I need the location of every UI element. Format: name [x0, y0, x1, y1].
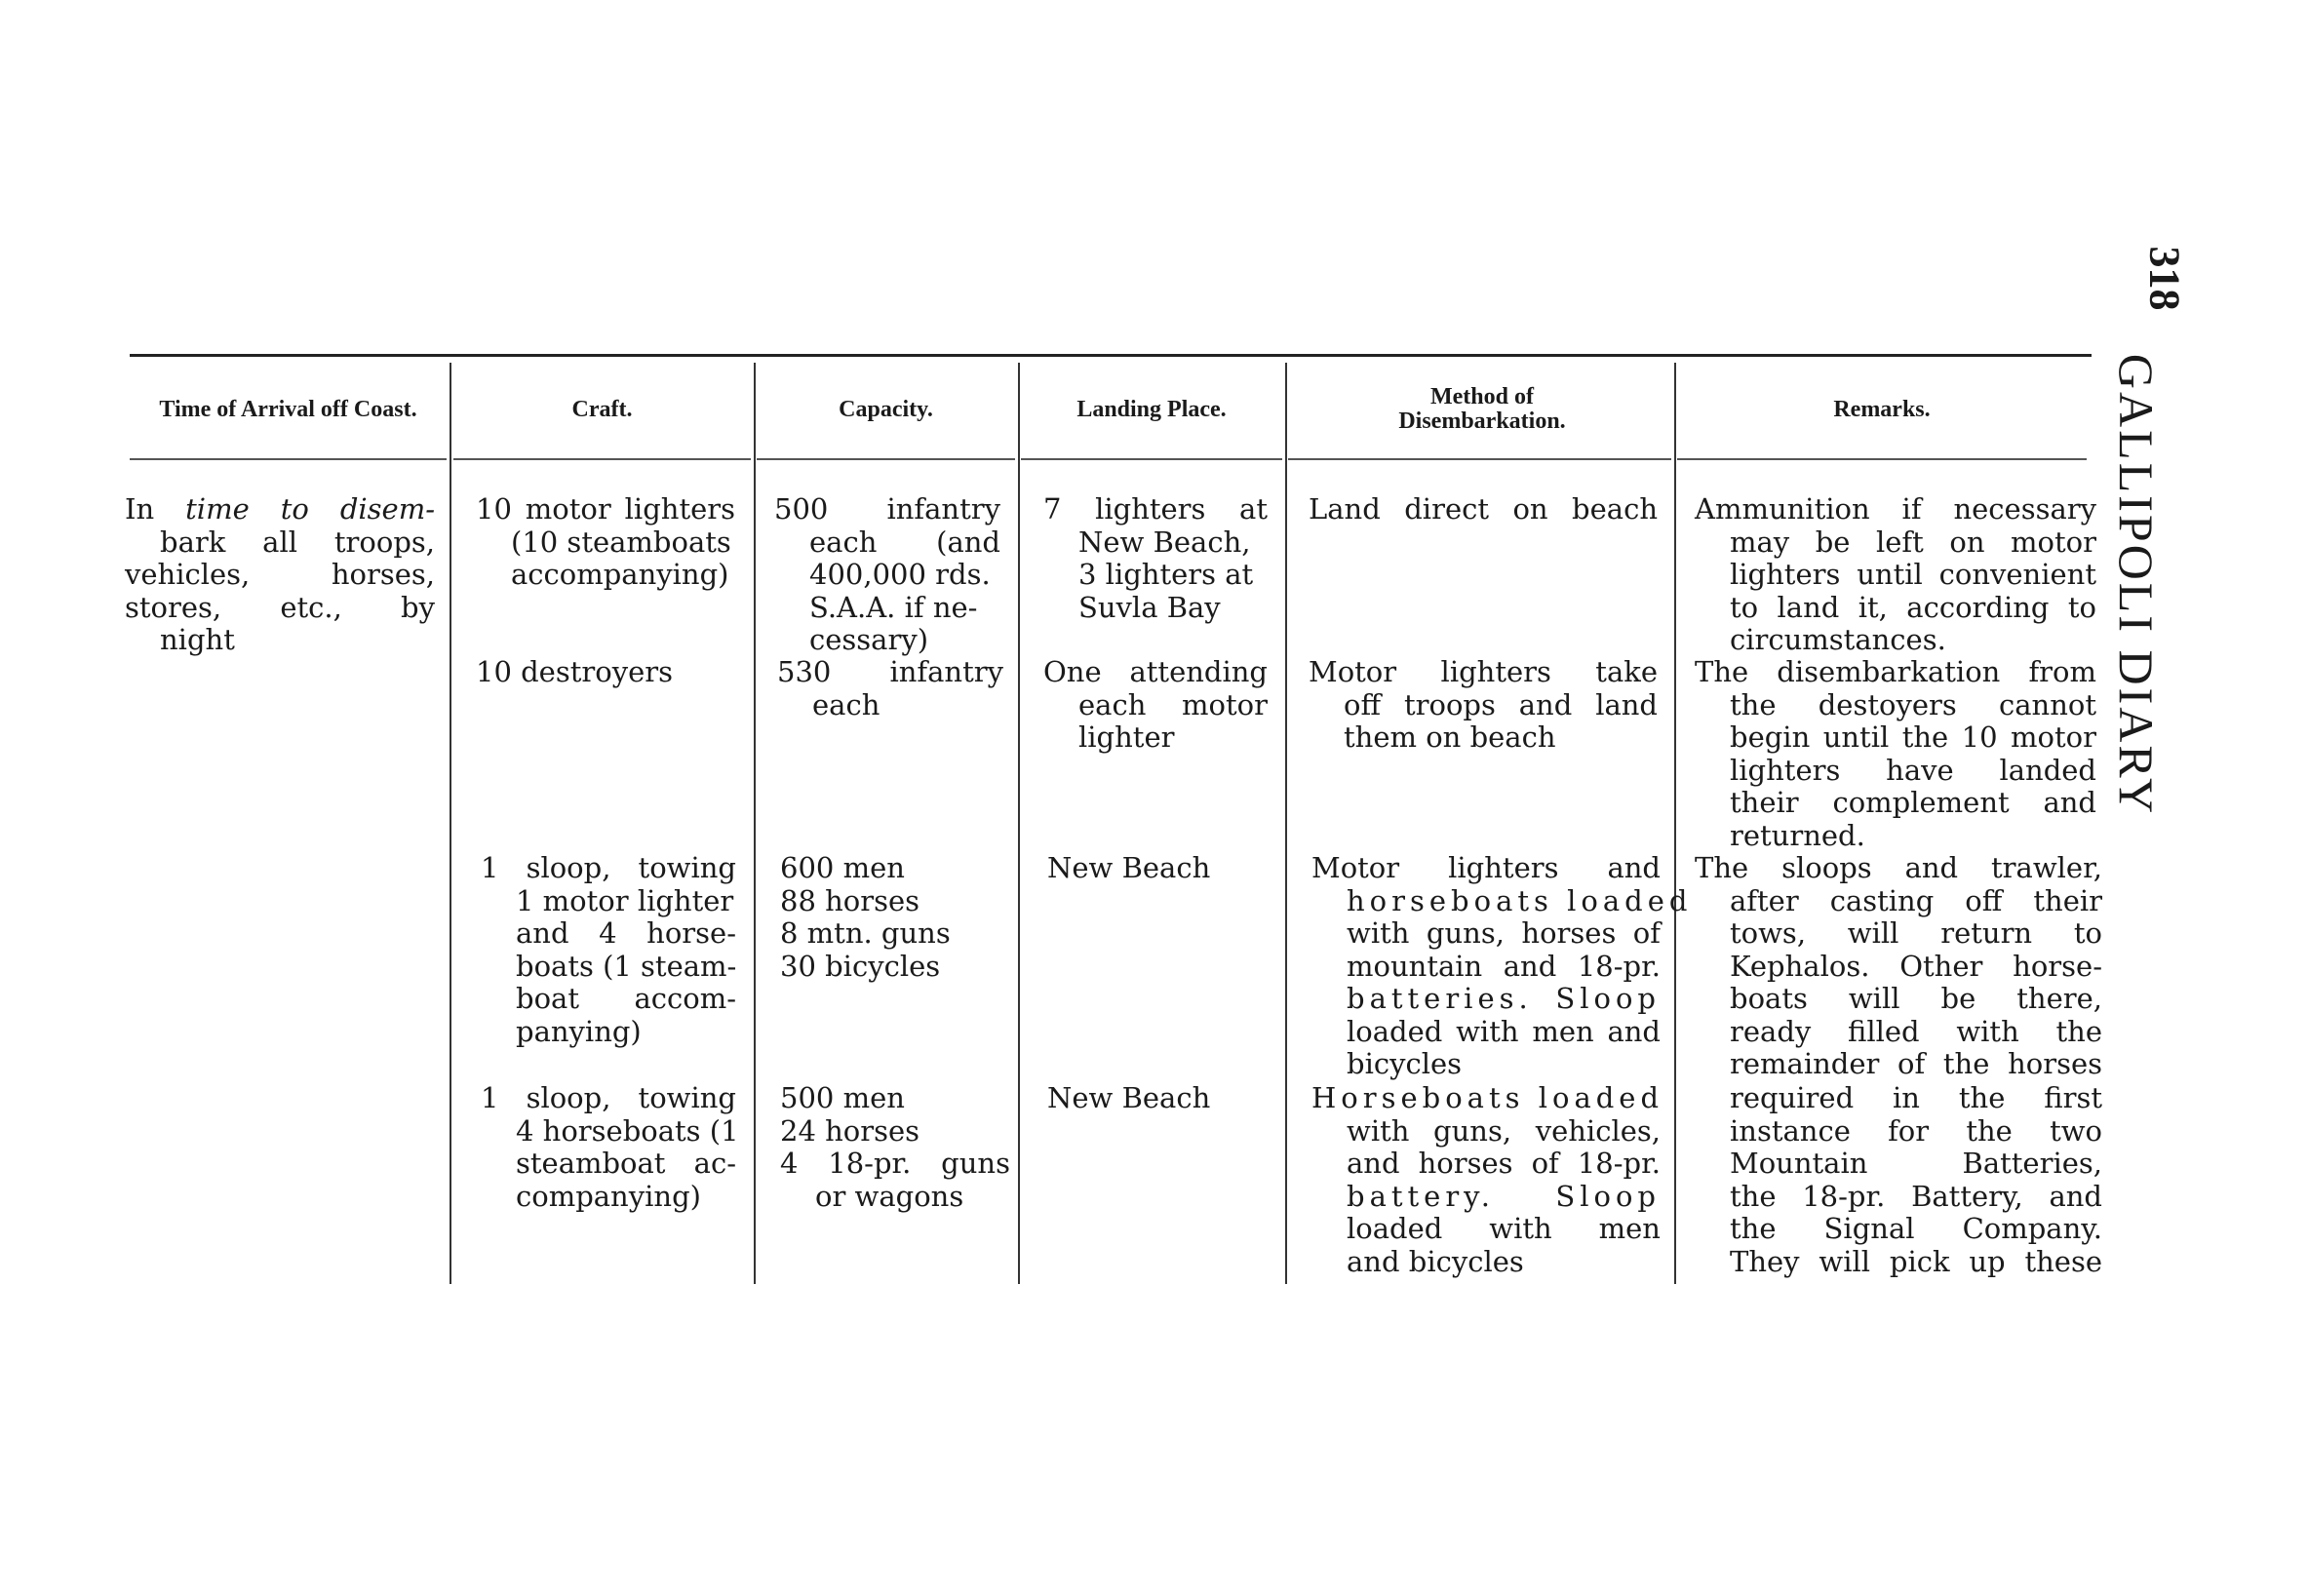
method-cell [1309, 656, 1658, 755]
capacity-line: cessary) [809, 623, 929, 656]
craft-cell [481, 1081, 739, 1213]
remarks-line: Kephalos. Other horse- [1730, 949, 2102, 983]
column-divider [450, 363, 451, 1284]
capacity-line: 30 bicycles [780, 949, 941, 983]
header-rule [1677, 458, 2087, 460]
time-of-arrival-cell [125, 493, 435, 657]
remarks-line: the 18-pr. Battery, and [1730, 1179, 2102, 1213]
capacity-cell [777, 656, 1003, 721]
craft-cell [476, 493, 735, 592]
capacity-line: 500 infantry [774, 492, 1000, 526]
remarks-cell [1695, 656, 2096, 852]
method-line: Motor lighters and [1311, 851, 1661, 884]
header-remarks: Remarks. [1833, 396, 1931, 422]
landing-line: Suvla Bay [1078, 590, 1221, 624]
header-rule [1021, 458, 1282, 460]
remarks-line: the Signal Company. [1730, 1212, 2102, 1245]
method-line: Land direct on beach [1309, 492, 1658, 526]
capacity-line: 600 men [780, 851, 905, 884]
remarks-cell [1695, 852, 2102, 1081]
method-line: off troops and land [1344, 687, 1658, 721]
landing-line: New Beach [1047, 851, 1211, 884]
capacity-line: 4 18-pr. guns [780, 1147, 1010, 1180]
remarks-line: remainder of the horses [1730, 1047, 2102, 1080]
craft-line: boats (1 steam- [516, 949, 737, 983]
method-line: with guns, horses of [1347, 916, 1661, 950]
landing-line: lighter [1078, 720, 1175, 754]
landing-line: 7 lighters at [1043, 492, 1268, 526]
landing-place-cell [1047, 1082, 1271, 1115]
method-line: with guns, vehicles, [1347, 1113, 1661, 1148]
header-method: Method of Disembarkation. [1398, 384, 1566, 434]
craft-line: panying) [516, 1014, 642, 1048]
landing-line: New Beach [1047, 1081, 1211, 1114]
craft-line: 10 motor lighters [476, 492, 735, 526]
craft-line: 1 sloop, towing [481, 851, 736, 884]
header-capacity: Capacity. [839, 396, 933, 422]
remarks-line: Ammunition if necessary [1695, 492, 2096, 526]
craft-line: and 4 horse- [516, 916, 736, 950]
method-line: and horses of 18-pr. [1347, 1147, 1661, 1180]
craft-line: (10 steamboats [511, 525, 731, 559]
landing-line: New Beach, [1078, 525, 1251, 559]
capacity-line: 88 horses [780, 883, 920, 917]
method-line: bicycles [1347, 1047, 1463, 1080]
capacity-line: 400,000 rds. [809, 558, 991, 591]
landing-place-cell [1047, 852, 1271, 885]
book-title: GALLIPOLI DIARY [2109, 353, 2164, 817]
method-line: horseboats loaded [1347, 883, 1693, 917]
method-line: battery. Sloop [1347, 1179, 1661, 1213]
remarks-line: The sloops and trawler, [1695, 851, 2102, 884]
time-line: bark all troops, [160, 525, 435, 559]
capacity-line: 24 horses [780, 1113, 920, 1148]
column-divider [1674, 363, 1676, 1284]
remarks-line: begin until the 10 motor [1730, 720, 2096, 754]
capacity-line: each (and [809, 525, 1000, 559]
remarks-line: required in the first [1730, 1081, 2102, 1114]
remarks-line: instance for the two [1730, 1113, 2102, 1148]
craft-line: accompanying) [511, 558, 729, 591]
method-line: loaded with men and [1347, 1014, 1661, 1048]
capacity-line: 530 infantry [777, 655, 1003, 688]
header-rule [757, 458, 1015, 460]
header-time-of-arrival: Time of Arrival off Coast. [159, 396, 417, 422]
capacity-line: S.A.A. if ne- [809, 590, 978, 624]
remarks-line: lighters until convenient [1730, 558, 2096, 591]
column-divider [1285, 363, 1287, 1284]
capacity-line: each [812, 687, 880, 721]
method-line: them on beach [1344, 720, 1556, 754]
remarks-line: returned. [1730, 818, 1865, 852]
method-cell [1311, 851, 1693, 1081]
method-cell [1311, 1081, 1664, 1278]
header-rule [130, 458, 447, 460]
craft-line: 1 motor lighter [516, 883, 734, 917]
header-craft: Craft. [571, 396, 633, 422]
remarks-line: their complement and [1730, 786, 2096, 819]
craft-line: boat accom- [516, 982, 736, 1015]
header-rule [453, 458, 751, 460]
method-cell [1309, 493, 1658, 526]
remarks-line: after casting off their [1730, 883, 2102, 917]
remarks-line: the destoyers cannot [1730, 687, 2096, 721]
method-line: Horseboats loaded [1311, 1081, 1664, 1114]
remarks-cell [1695, 1082, 2102, 1278]
landing-line: each motor [1078, 687, 1268, 721]
method-line: batteries. Sloop [1347, 982, 1661, 1015]
remarks-line: may be left on motor [1730, 525, 2096, 559]
time-phrase: time to disem- [185, 492, 436, 526]
time-line: night [160, 623, 235, 656]
column-divider [754, 363, 756, 1284]
landing-line: 3 lighters at [1078, 558, 1254, 591]
running-head [2109, 234, 2204, 1111]
craft-cell [481, 852, 736, 1048]
landing-line: One attending [1043, 655, 1268, 688]
remarks-line: to land it, according to [1730, 590, 2096, 624]
page-number: 318 [2140, 246, 2189, 311]
table-top-rule [130, 354, 2092, 357]
capacity-line: or wagons [815, 1179, 964, 1213]
method-line: mountain and 18-pr. [1347, 949, 1661, 983]
craft-line: steamboat ac- [516, 1147, 736, 1180]
remarks-line: boats will be there, [1730, 982, 2102, 1015]
craft-cell [476, 656, 735, 689]
remarks-line: They will pick up these [1730, 1244, 2102, 1278]
time-line: vehicles, horses, [125, 558, 435, 591]
capacity-cell [780, 852, 1006, 983]
remarks-line: tows, will return to [1730, 916, 2102, 950]
remarks-line: Mountain Batteries, [1730, 1147, 2102, 1180]
craft-line: 10 destroyers [476, 655, 673, 688]
remarks-line: circumstances. [1730, 623, 1946, 656]
method-line: Motor lighters take [1309, 655, 1658, 688]
capacity-cell [780, 1082, 1010, 1213]
craft-line: 1 sloop, towing [481, 1081, 736, 1114]
time-line: stores, etc., by [125, 590, 435, 624]
craft-line: companying) [516, 1179, 701, 1213]
header-rule [1288, 458, 1671, 460]
method-line: and bicycles [1347, 1244, 1524, 1278]
landing-place-cell [1043, 656, 1268, 755]
capacity-cell [774, 493, 1000, 657]
capacity-line: 8 mtn. guns [780, 916, 951, 950]
craft-line: 4 horseboats (1 [516, 1113, 739, 1148]
header-landing-place: Landing Place. [1076, 396, 1227, 422]
capacity-line: 500 men [780, 1081, 905, 1114]
remarks-line: The disembarkation from [1695, 655, 2096, 688]
remarks-line: ready filled with the [1730, 1014, 2102, 1048]
remarks-line: lighters have landed [1730, 753, 2096, 787]
column-divider [1018, 363, 1020, 1284]
landing-place-cell [1043, 493, 1268, 624]
method-line: loaded with men [1347, 1212, 1661, 1245]
time-word-in: In [125, 492, 155, 526]
remarks-cell [1695, 493, 2096, 657]
